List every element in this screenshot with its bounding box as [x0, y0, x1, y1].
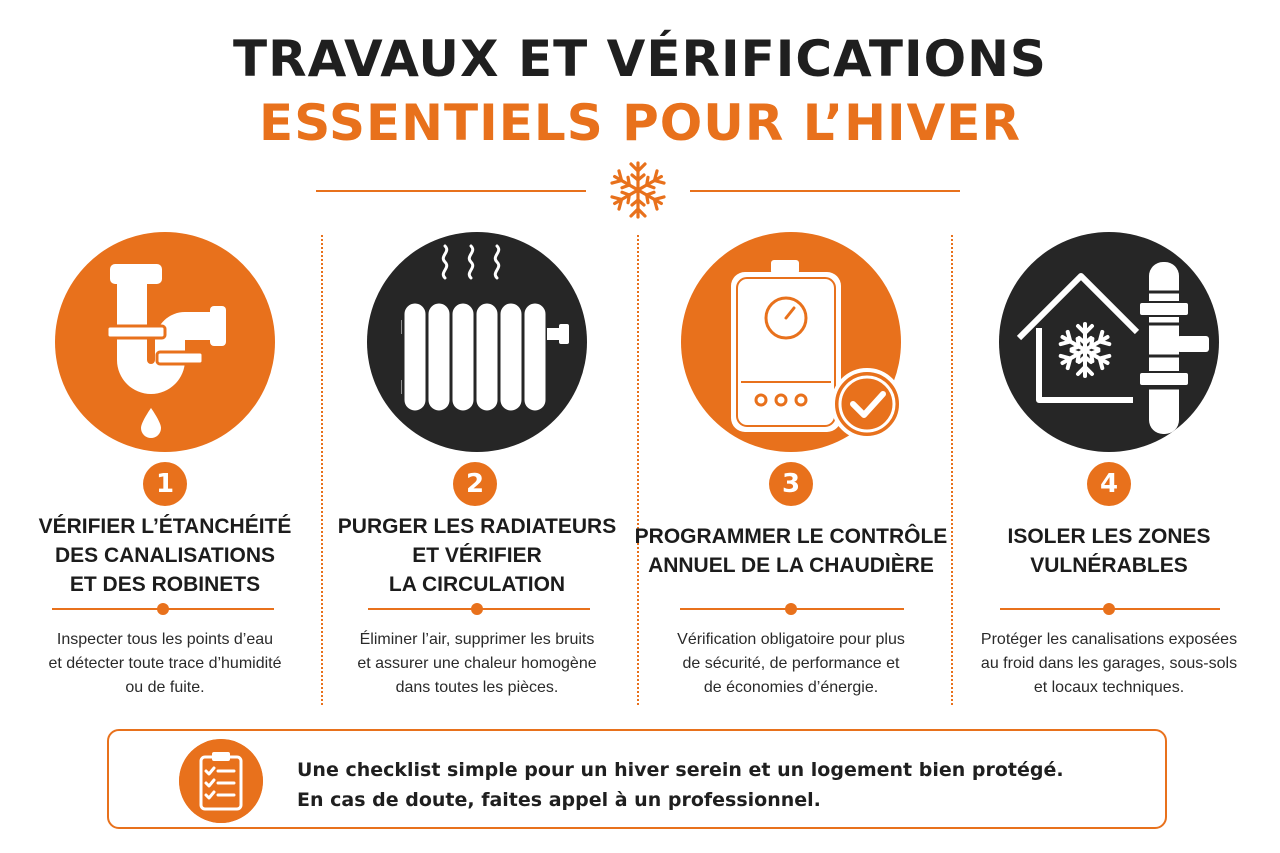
divider-dot: [471, 603, 483, 615]
pipe-leak-icon: [55, 232, 275, 452]
clipboard-checklist-icon: [179, 739, 263, 823]
header-divider-left: [316, 190, 586, 192]
divider-dot: [1103, 603, 1115, 615]
step-description: Vérification obligatoire pour plus de sécurité, de performance et de économies d’énergie.: [677, 631, 905, 696]
step-card-4: [944, 220, 1244, 710]
step-card-2: [312, 220, 617, 710]
step-title: PROGRAMMER LE CONTRÔLE ANNUEL DE LA CHAUDIÈRE: [634, 525, 948, 577]
title-line-1: TRAVAUX ET VÉRIFICATIONS: [233, 30, 1047, 88]
snowflake-icon: [608, 160, 668, 220]
step-description: Éliminer l’air, supprimer les bruits et assurer une chaleur homogène dans toutes les pièces.: [357, 631, 597, 696]
step-number-badge: 2: [453, 462, 497, 506]
footer-line-2: En cas de doute, faites appel à un professionnel.: [297, 789, 821, 811]
footer-message: [297, 755, 1147, 815]
footer-line-1: Une checklist simple pour un hiver serein et un logement bien protégé.: [297, 759, 1064, 781]
step-description: Protéger les canalisations exposées au froid dans les garages, sous-sols et locaux techniques.: [980, 631, 1238, 696]
step-title: PURGER LES RADIATEURS ET VÉRIFIER LA CIRCULATION: [337, 515, 617, 596]
step-title: VÉRIFIER L’ÉTANCHÉITÉ DES CANALISATIONS ET DES ROBINETS: [38, 515, 292, 596]
house-insulation-icon: [999, 232, 1219, 452]
title-line-2: ESSENTIELS POUR L’HIVER: [259, 94, 1021, 152]
divider-dot: [157, 603, 169, 615]
divider-dot: [785, 603, 797, 615]
step-number-badge: 1: [143, 462, 187, 506]
step-number-badge: 4: [1087, 462, 1131, 506]
step-number-badge: 3: [769, 462, 813, 506]
step-card-3: [626, 220, 948, 710]
step-description: Inspecter tous les points d’eau et détecter toute trace d’humidité ou de fuite.: [48, 631, 282, 696]
boiler-check-icon: [681, 232, 901, 452]
footer-banner: [107, 729, 1167, 829]
radiator-icon: [367, 232, 587, 452]
step-card-1: [0, 220, 300, 710]
header-divider-right: [690, 190, 960, 192]
step-title: ISOLER LES ZONES VULNÉRABLES: [1007, 525, 1211, 577]
